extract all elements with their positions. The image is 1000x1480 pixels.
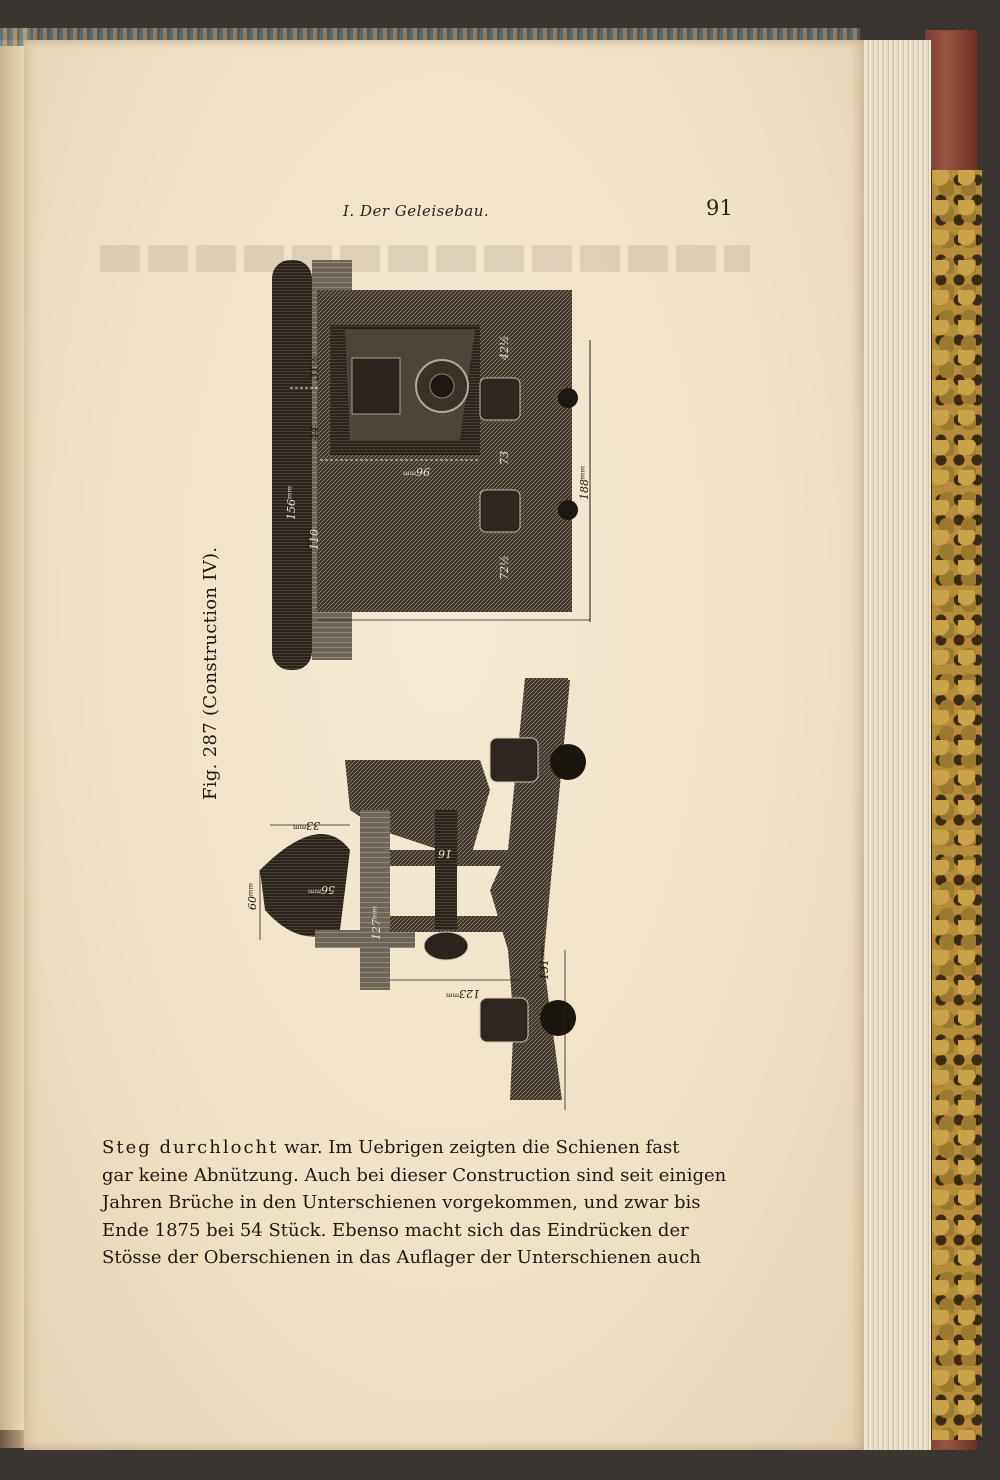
rail-web-section [360, 810, 390, 990]
bolt-lower-bottom [480, 998, 576, 1042]
rail-head-section [260, 834, 350, 937]
dim-31: 31½ [308, 355, 321, 380]
dim-131: 131ᵐᵐ [538, 945, 551, 980]
left-page-edge [0, 40, 27, 1430]
marbled-edge [930, 170, 982, 1440]
dim-56: 56ᵐᵐ [307, 883, 335, 896]
upper-rail-view [272, 260, 590, 670]
dim-42: 42½ [498, 335, 511, 360]
dim-33: 33ᵐᵐ [292, 819, 320, 832]
text-line-5: Stösse der Oberschienen in das Auflager der Unterschienen auch [102, 1247, 701, 1268]
dim-72: 72½ [498, 555, 511, 580]
dim-96: 96ᵐᵐ [402, 465, 430, 478]
rail-foot-section [315, 930, 415, 948]
dim-156: 156ᵐᵐ [285, 485, 298, 520]
text-line-3: Jahren Brüche in den Unterschienen vorgekommen, und zwar bis [102, 1192, 701, 1213]
bolt-lower-top [490, 738, 586, 782]
text-line-4: Ende 1875 bei 54 Stück. Ebenso macht sich das Eindrücken der [102, 1219, 689, 1241]
dim-44: 44 [308, 426, 321, 440]
figure-caption: Fig. 287 (Construction IV). [200, 546, 221, 800]
text-line-2: gar keine Abnützung. Auch bei dieser Construction sind seit einigen [102, 1164, 727, 1186]
figure-287 [190, 250, 610, 1120]
dim-123: 123ᵐᵐ [445, 987, 480, 1000]
rail-head [272, 260, 312, 670]
dim-60: 60ᵐᵐ [246, 882, 259, 910]
spaced-emphasis: Steg durchlocht [102, 1137, 279, 1158]
square-nut [352, 358, 400, 414]
body-paragraph [102, 1134, 732, 1272]
rail-illustration [190, 250, 610, 1120]
page-number: 91 [706, 196, 733, 220]
dim-73: 73 [498, 451, 511, 465]
running-head: I. Der Geleisebau. [343, 202, 490, 220]
page-stack-edge [860, 40, 931, 1450]
dim-188: 188ᵐᵐ [578, 465, 591, 500]
dim-110: 110 [308, 529, 321, 550]
dim-127: 127ᵐᵐ [370, 905, 383, 940]
bolt-vertical [435, 810, 457, 930]
dim-16: 16 [438, 847, 452, 860]
text-line-1: Steg durchlocht war. Im Uebrigen zeigten die Schienen fast [102, 1137, 680, 1158]
